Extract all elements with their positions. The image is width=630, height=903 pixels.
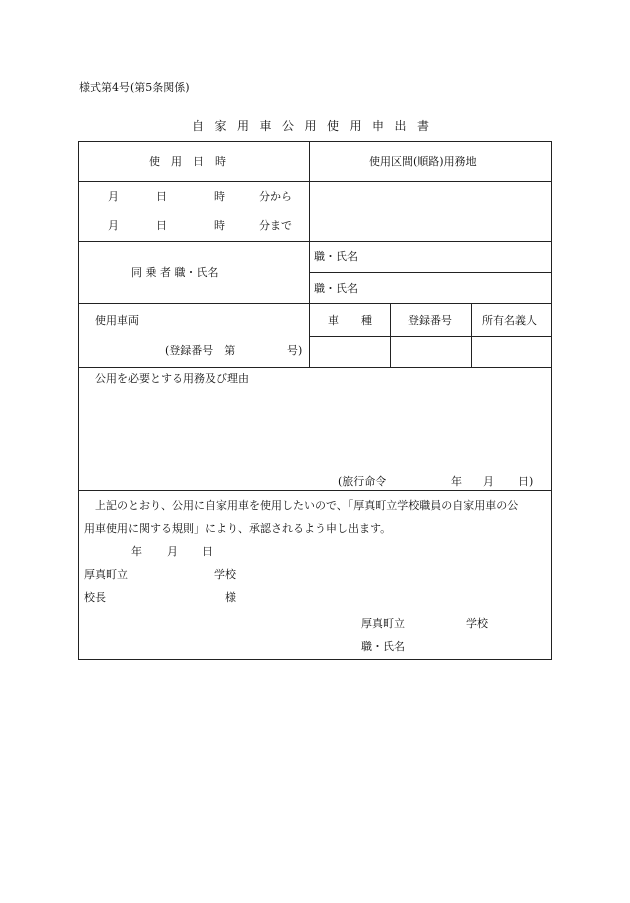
use-datetime-header: 使 用 日 時 xyxy=(149,155,226,168)
passenger-divider xyxy=(309,272,552,273)
column-divider xyxy=(309,141,310,367)
applicant-name-label: 職・氏名 xyxy=(361,640,405,653)
applicant-school-suffix: 学校 xyxy=(466,617,488,630)
vehicle-label: 使用車両 xyxy=(95,314,139,327)
from-day-label: 日 xyxy=(156,190,167,203)
vehicle-header-divider xyxy=(309,336,552,337)
passenger-field-1: 職・氏名 xyxy=(314,250,358,263)
column-divider xyxy=(471,303,472,367)
form-number: 様式第4号(第5条関係) xyxy=(79,81,190,94)
row-divider xyxy=(78,303,552,304)
applicant-school-prefix: 厚真町立 xyxy=(361,617,405,630)
from-minute-label: 分から xyxy=(259,190,292,203)
use-section-header: 使用区間(順路)用務地 xyxy=(369,155,477,168)
travel-order-day: 日) xyxy=(518,475,534,488)
row-divider xyxy=(78,367,552,368)
passenger-field-2: 職・氏名 xyxy=(314,282,358,295)
table-border-right xyxy=(551,141,552,660)
addressee-school-prefix: 厚真町立 xyxy=(84,568,128,581)
passenger-label: 同 乗 者 職・氏名 xyxy=(131,266,219,279)
vehicle-type-header: 車 種 xyxy=(328,314,372,327)
addressee-school-suffix: 学校 xyxy=(214,568,236,581)
table-border-bottom xyxy=(78,659,552,660)
date-month-label: 月 xyxy=(167,545,178,558)
to-month-label: 月 xyxy=(108,219,119,232)
reason-label: 公用を必要とする用務及び理由 xyxy=(95,372,249,385)
date-day-label: 日 xyxy=(202,545,213,558)
date-year-label: 年 xyxy=(131,545,142,558)
owner-header: 所有名義人 xyxy=(482,314,537,327)
registration-suffix: 号) xyxy=(287,344,303,357)
travel-order-month: 月 xyxy=(483,475,494,488)
row-divider xyxy=(78,181,552,182)
from-hour-label: 時 xyxy=(214,190,225,203)
registration-number-header: 登録番号 xyxy=(408,314,452,327)
declaration-line-2: 用車使用に関する規則」により、承認されるよう申し出ます。 xyxy=(84,522,392,535)
to-minute-label: 分まで xyxy=(259,219,292,232)
principal-label: 校長 xyxy=(84,591,106,604)
registration-label: (登録番号 第 xyxy=(165,344,236,357)
honorific-label: 様 xyxy=(225,591,236,604)
to-hour-label: 時 xyxy=(214,219,225,232)
table-border-top xyxy=(78,141,552,142)
row-divider xyxy=(78,241,552,242)
table-border-left xyxy=(78,141,79,660)
declaration-line-1: 上記のとおり、公用に自家用車を使用したいので、「厚真町立学校職員の自家用車の公 xyxy=(95,499,519,512)
column-divider xyxy=(390,303,391,367)
travel-order-label: (旅行命令 xyxy=(338,475,387,488)
page-title: 自家用車公用使用申出書 xyxy=(192,119,440,133)
travel-order-year: 年 xyxy=(451,475,462,488)
to-day-label: 日 xyxy=(156,219,167,232)
from-month-label: 月 xyxy=(108,190,119,203)
row-divider xyxy=(78,490,552,491)
